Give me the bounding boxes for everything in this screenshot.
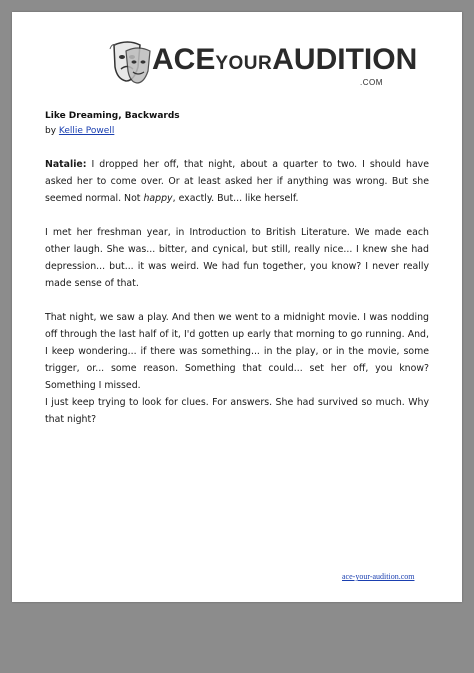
site-logo[interactable] bbox=[108, 37, 418, 97]
paragraph-1-emphasis: happy bbox=[143, 193, 173, 204]
footer-site-link[interactable]: ace-your-audition.com bbox=[342, 572, 415, 581]
speaker-name: Natalie: bbox=[45, 159, 87, 170]
paragraph-1-text-a: I dropped her off, that night, about a quarter to two. I should have asked her to come over. Or at least asked her if anything was wrong. But she seemed normal. Not bbox=[45, 159, 429, 204]
theater-masks-icon bbox=[108, 37, 154, 87]
logo-wordmark bbox=[152, 43, 417, 77]
byline-prefix: by bbox=[45, 126, 57, 136]
document-page bbox=[12, 12, 462, 602]
paragraph-1-text-b: , exactly. But... like herself. bbox=[172, 193, 299, 204]
logo-com: .COM bbox=[360, 78, 383, 87]
logo-audition: AUDITION bbox=[272, 43, 418, 76]
logo-your: YOUR bbox=[215, 53, 273, 74]
monologue-title: Like Dreaming, Backwards bbox=[45, 111, 180, 121]
paragraph-4: I just keep trying to look for clues. For answers. She had survived so much. Why that night? bbox=[45, 397, 429, 425]
author-link[interactable]: Kellie Powell bbox=[58, 126, 115, 136]
byline bbox=[45, 126, 114, 136]
paragraph-3: That night, we saw a play. And then we went to a midnight movie. I was nodding off through the last half of it, I'd gotten up early that morning to go running. And, I keep wondering... if there was something... in the play, or in the movie, some trigger, or... some reason. Something that could... set her off, you know? Something I missed. bbox=[45, 312, 429, 391]
logo-ace: ACE bbox=[152, 43, 216, 76]
paragraph-2: I met her freshman year, in Introduction to British Literature. We made each other laugh. She was... bitter, and cynical, but still, really nice... I knew she had depression... but... it was weird. We had fun together, you know? I never really made sense of that. bbox=[45, 227, 429, 289]
paragraph-1 bbox=[45, 156, 429, 207]
monologue-body bbox=[45, 156, 429, 445]
